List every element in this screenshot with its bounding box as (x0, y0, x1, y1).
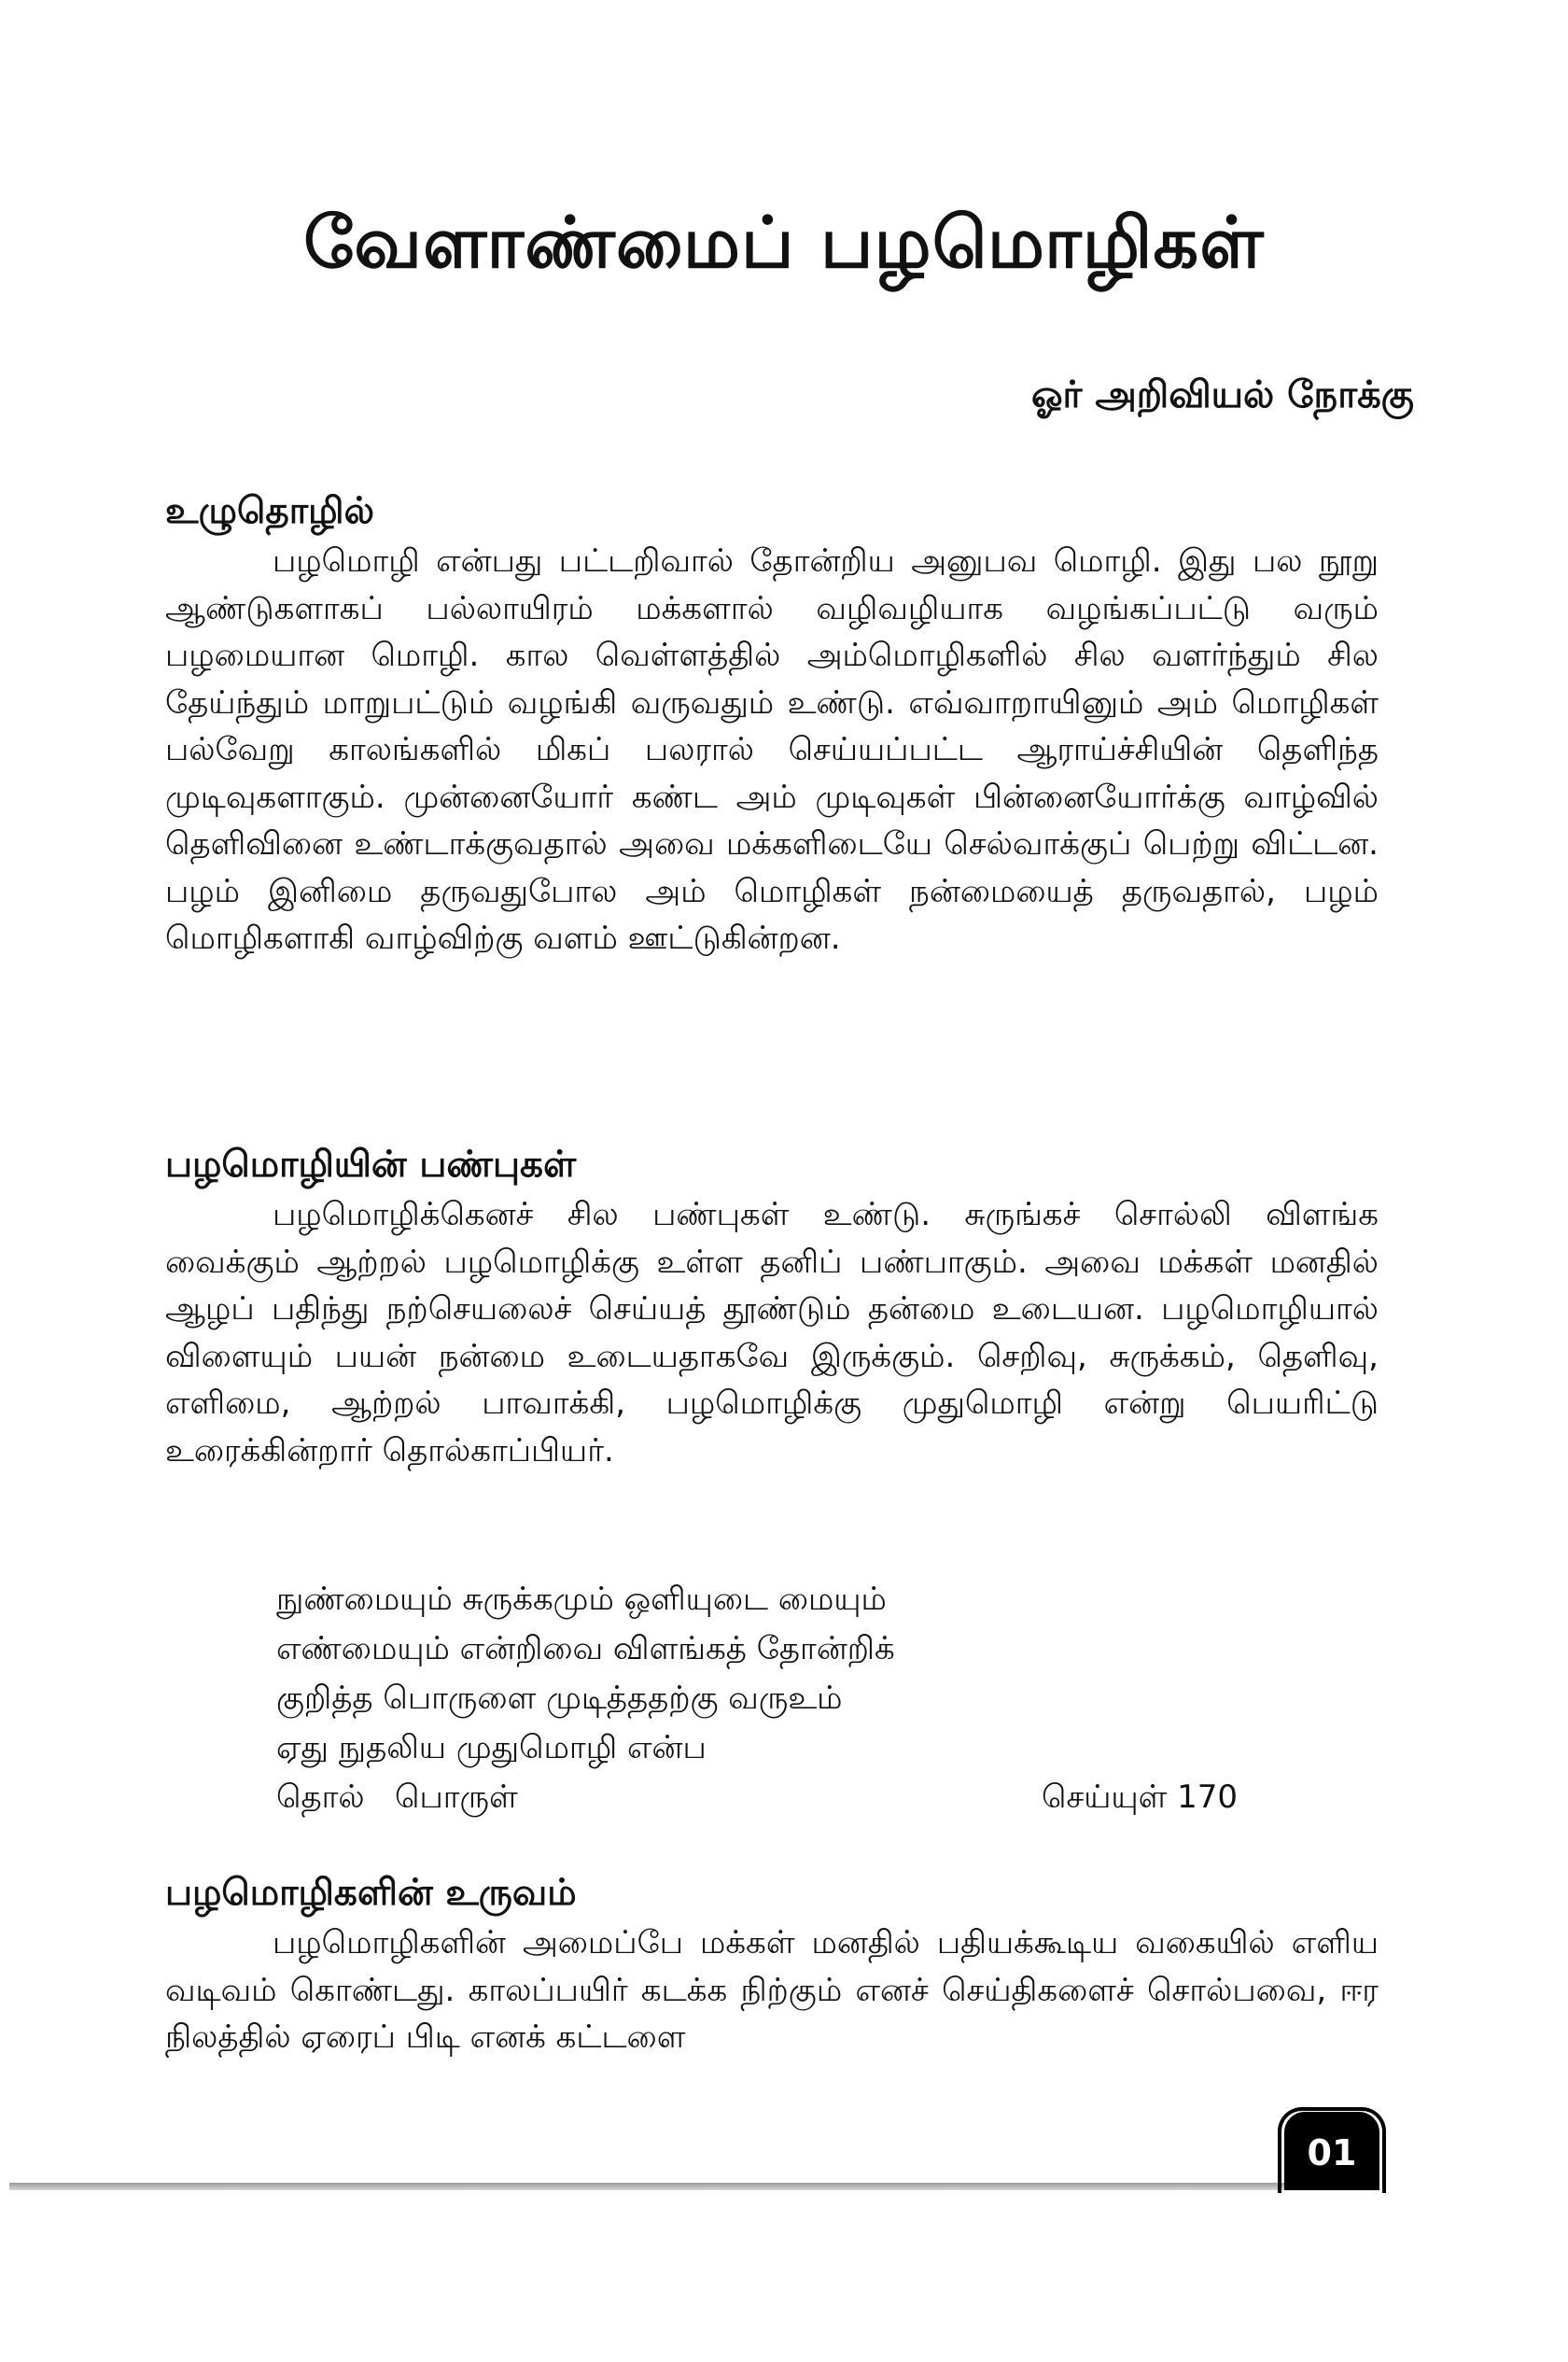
page-number: 01 (1284, 2112, 1379, 2190)
verse-line: எண்மையும் என்றிவை விளங்கத் தோன்றிக் (276, 1630, 895, 1667)
section-paragraph: பழமொழிக்கெனச் சில பண்புகள் உண்டு. சுருங்கச் சொல்லி விளங்க வைக்கும் ஆற்றல் பழமொழிக்கு உள்ள தனிப் பண்பாகும். அவை மக்கள் மனதில் ஆழப் பதிந்து நற்செயலைச் செய்யத் தூண்டும் தன்மை உடையன. பழமொழியால் விளையும் பயன் நன்மை உடையதாகவே இருக்கும். செறிவு, சுருக்கம், தெளிவு, எளிமை, ஆற்றல் பாவாக்கி, பழமொழிக்கு முதுமொழி என்று பெயரிட்டு உரைக்கின்றார் தொல்காப்பியர். (165, 1196, 1379, 1469)
section-proverb-form (165, 1867, 1379, 2061)
page-subtitle: ஓர் அறிவியல் நோக்கு (1030, 373, 1414, 416)
verse-line: குறித்த பொருளை முடித்ததற்கு வருஉம் (276, 1680, 843, 1717)
verse-line: நுண்மையும் சுருக்கமும் ஒளியுடை மையும் (276, 1581, 887, 1618)
section-heading: பழமொழிகளின் உருவம் (165, 1872, 577, 1914)
verse-number: செய்யுள் 170 (1042, 1779, 1238, 1816)
section-ploughing (165, 485, 1379, 963)
section-paragraph: பழமொழிகளின் அமைப்பே மக்கள் மனதில் பதியக்கூடிய வகையில் எளிய வடிவம் கொண்டது. காலப்பயிர் கடக்க நிற்கும் எனச் செய்திகளைச் சொல்பவை, ஈர நிலத்தில் ஏரைப் பிடி எனக் கட்டளை (165, 1924, 1379, 2056)
bottom-rule (9, 2183, 1378, 2190)
verse-source: தொல் பொருள் (276, 1779, 518, 1816)
section-heading: பழமொழியின் பண்புகள் (165, 1144, 577, 1186)
page-title: வேளாண்மைப் பழமொழிகள் (303, 201, 1265, 284)
section-heading: உழுதொழில் (165, 490, 374, 532)
verse-quote (276, 1575, 1238, 1822)
verse-line: ஏது நுதலிய முதுமொழி என்ப (276, 1729, 707, 1766)
verse-citation (276, 1773, 1238, 1822)
section-paragraph: பழமொழி என்பது பட்டறிவால் தோன்றிய அனுபவ மொழி. இது பல நூறு ஆண்டுகளாகப் பல்லாயிரம் மக்களால் வழிவழியாக வழங்கப்பட்டு வரும் பழமையான மொழி. கால வெள்ளத்தில் அம்மொழிகளில் சில வளர்ந்தும் சில தேய்ந்தும் மாறுபட்டும் வழங்கி வருவதும் உண்டு. எவ்வாறாயினும் அம் மொழிகள் பல்வேறு காலங்களில் மிகப் பலரால் செய்யப்பட்ட ஆராய்ச்சியின் தெளிந்த முடிவுகளாகும். முன்னையோர் கண்ட அம் முடிவுகள் பின்னையோர்க்கு வாழ்வில் தெளிவினை உண்டாக்குவதால் அவை மக்களிடையே செல்வாக்குப் பெற்று விட்டன. பழம் இனிமை தருவதுபோல அம் மொழிகள் நன்மையைத் தருவதால், பழம் மொழிகளாகி வாழ்விற்கு வளம் ஊட்டுகின்றன. (165, 542, 1379, 957)
section-proverb-qualities (165, 1139, 1379, 1474)
